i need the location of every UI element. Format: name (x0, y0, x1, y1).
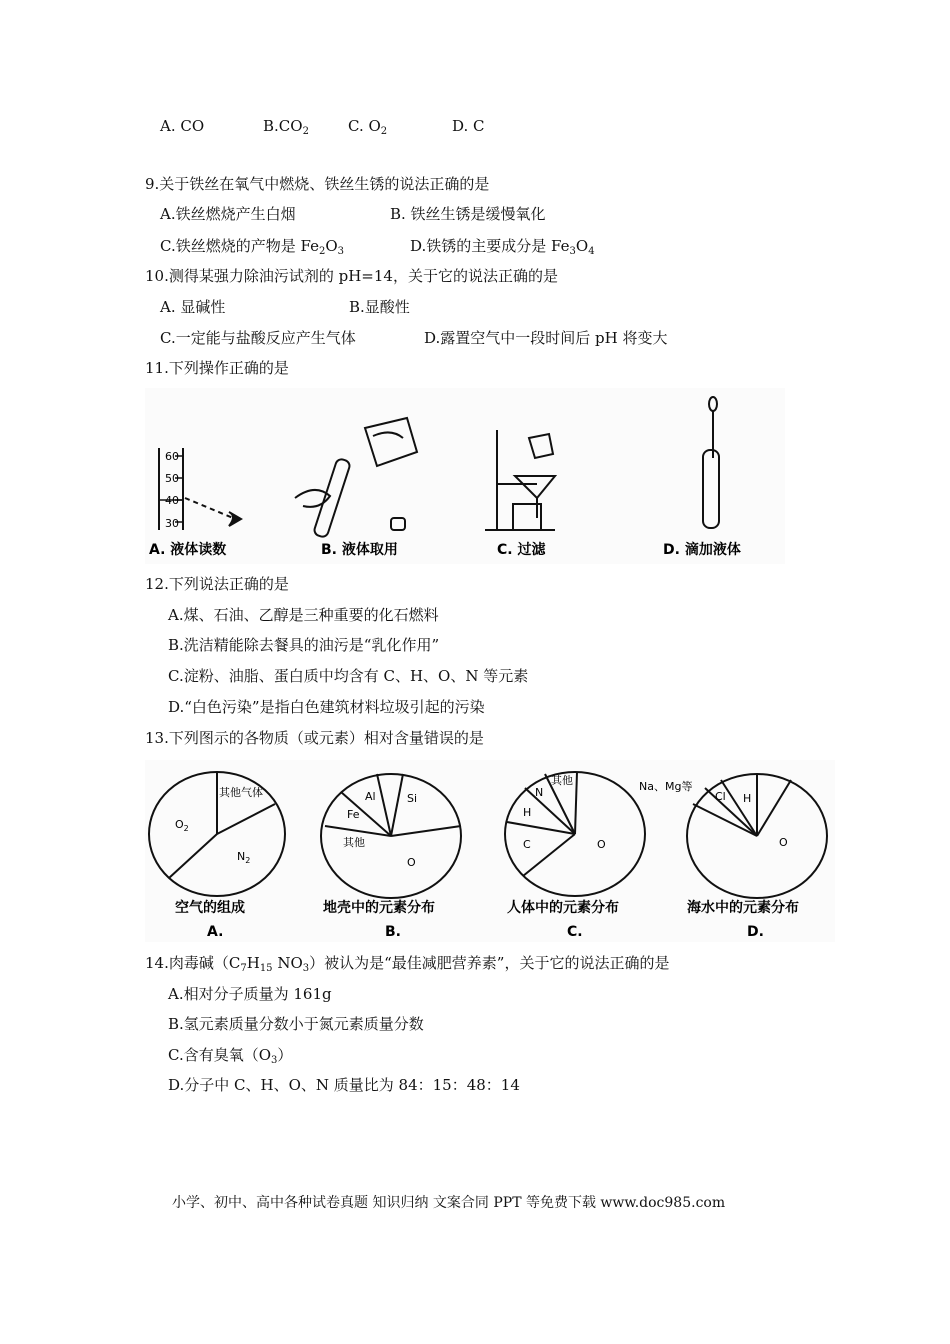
q8-option-d: D. C (452, 117, 485, 135)
q12-option-a: A.煤、石油、乙醇是三种重要的化石燃料 (168, 606, 439, 624)
pie-c-caption: 人体中的元素分布 (507, 900, 619, 916)
q10-option-d: D.露置空气中一段时间后 pH 将变大 (424, 329, 668, 347)
q14-option-b: B.氢元素质量分数小于氮元素质量分数 (168, 1015, 424, 1033)
tick-label: 50 (165, 472, 179, 485)
pie-d-label-o: O (779, 836, 788, 849)
pie-d-label-cl: Cl (715, 790, 726, 803)
pie-b-caption: 地壳中的元素分布 (323, 900, 435, 916)
q8-option-c: C. $O_2$ (348, 117, 388, 137)
q12-option-d: D.“白色污染”是指白色建筑材料垃圾引起的污染 (168, 698, 485, 716)
pie-b-label-o: O (407, 856, 416, 869)
pie-c-label-c: C (523, 838, 531, 851)
pie-d-letter: D. (747, 924, 764, 940)
q9-option-c: C.铁丝燃烧的产物是 $Fe_2O_3$ (160, 237, 345, 257)
q10-stem: 10.测得某强力除油污试剂的 pH=14，关于它的说法正确的是 (145, 267, 558, 285)
caption-a: A. 液体读数 (149, 542, 227, 558)
q10-option-b: B.显酸性 (349, 298, 410, 316)
q9-option-d: D.铁锈的主要成分是 $Fe_3O_4$ (410, 237, 595, 257)
pie-c-label-n: N (535, 786, 544, 799)
q12-stem: 12.下列说法正确的是 (145, 575, 289, 593)
pie-c-label-h: H (523, 806, 532, 819)
caption-d: D. 滴加液体 (663, 542, 741, 558)
pie-d-label-na-mg: Na、Mg等 (639, 780, 693, 793)
q10-option-c: C.一定能与盐酸反应产生气体 (160, 329, 356, 347)
pie-d-caption: 海水中的元素分布 (687, 900, 799, 916)
pie-d-label-h: H (743, 792, 752, 805)
q13-stem: 13.下列图示的各物质（或元素）相对含量错误的是 (145, 729, 484, 747)
q12-option-c: C.淀粉、油脂、蛋白质中均含有 C、H、O、N 等元素 (168, 667, 529, 685)
pie-b-label-si: Si (407, 792, 418, 805)
q8-option-a: A. CO (160, 117, 205, 135)
tick-label: 60 (165, 450, 179, 463)
tick-label: 40 (165, 494, 179, 507)
q9-option-a: A.铁丝燃烧产生白烟 (160, 205, 296, 223)
q10-option-a: A. 显碱性 (160, 298, 226, 316)
pie-a-label-n2: $N_2$ (237, 850, 251, 865)
q9-option-b: B. 铁丝生锈是缓慢氧化 (390, 205, 546, 223)
pie-c-label-other: 其他 (551, 774, 573, 787)
pie-b-label-fe: Fe (347, 808, 360, 821)
pie-a-label-other: 其他气体 (219, 786, 263, 799)
pie-a-letter: A. (207, 924, 224, 940)
q12-option-b: B.洗洁精能除去餐具的油污是“乳化作用” (168, 636, 440, 654)
q14-option-c: C.含有臭氧$(O_3)$ (168, 1046, 293, 1066)
q11-stem: 11.下列操作正确的是 (145, 359, 289, 377)
page-footer: 小学、初中、高中各种试卷真题 知识归纳 文案合同 PPT 等免费下载 www.doc985.com (172, 1195, 726, 1211)
tick-label: 30 (165, 517, 179, 530)
pie-b-label-other: 其他 (343, 836, 365, 849)
q9-stem: 9.关于铁丝在氧气中燃烧、铁丝生锈的说法正确的是 (145, 175, 490, 193)
q14-option-a: A.相对分子质量为 161g (168, 985, 332, 1003)
q14-stem: 14.肉毒碱（$C_7H_{15}$ $NO_3$）被认为是“最佳减肥营养素”，关于它的说法正确的是 (145, 954, 670, 974)
caption-b: B. 液体取用 (321, 542, 398, 558)
caption-c: C. 过滤 (497, 542, 546, 558)
q13-figure (145, 760, 835, 942)
pie-a-caption: 空气的组成 (175, 900, 245, 916)
pie-b-letter: B. (385, 924, 401, 940)
pie-c-label-o: O (597, 838, 606, 851)
q11-figure (145, 388, 785, 564)
q8-option-b: $B.CO_2$ (263, 117, 309, 137)
pie-a-label-o2: $O_2$ (175, 818, 189, 833)
pie-c-letter: C. (567, 924, 583, 940)
q14-option-d: D.分子中 C、H、O、N 质量比为 84：15：48：14 (168, 1076, 520, 1094)
pie-b-label-al: Al (365, 790, 376, 803)
